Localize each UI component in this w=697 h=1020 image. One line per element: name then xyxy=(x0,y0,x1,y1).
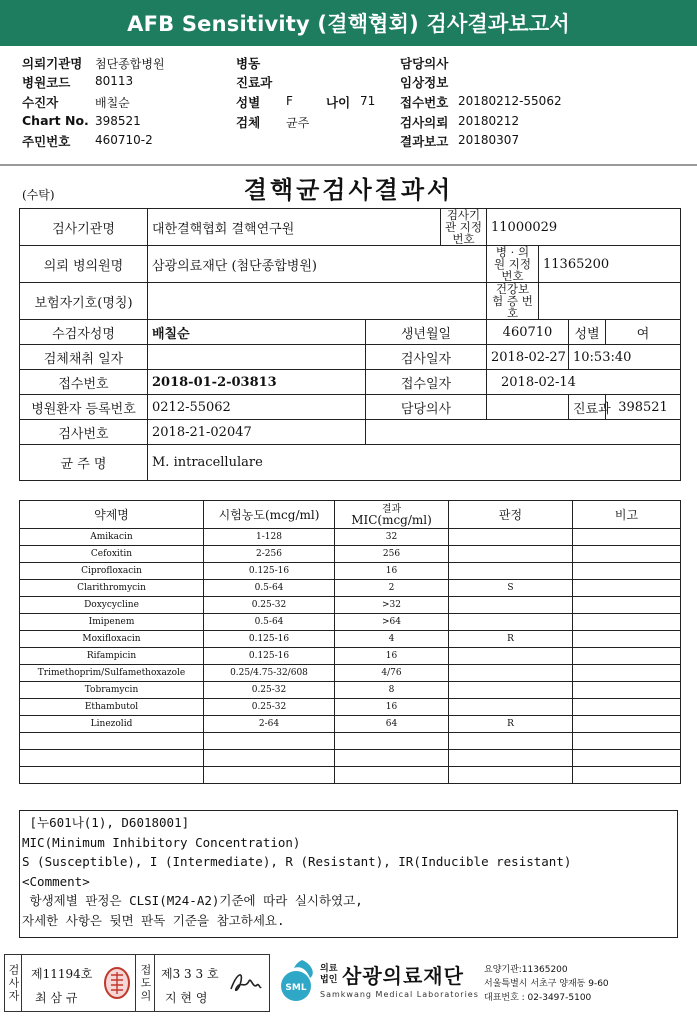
drug-row xyxy=(20,699,681,716)
drug-row xyxy=(20,546,681,563)
note-cell xyxy=(573,546,681,563)
mic-cell: 16 xyxy=(335,563,449,580)
note-cell xyxy=(573,665,681,682)
comment-line: [누601나(1), D6018001] xyxy=(22,815,190,830)
col-mic-unit: MIC(mcg/ml) xyxy=(351,512,432,527)
sml-logo-icon xyxy=(272,956,318,1008)
mic-cell xyxy=(335,733,449,750)
note-cell xyxy=(573,597,681,614)
drug-name-cell: Rifampicin xyxy=(20,648,204,665)
header-value: 460710-2 xyxy=(95,133,153,147)
collect-label: 검체채취 일자 xyxy=(20,345,148,370)
lab-no-label: 검사기관 지정번호 xyxy=(441,209,487,246)
test-range-cell: 0.125-16 xyxy=(204,563,335,580)
header-label: 수진자 xyxy=(22,95,59,110)
judgement-cell: R xyxy=(449,631,573,648)
header-label: 검사의뢰 xyxy=(400,115,449,130)
strain-label: 균 주 명 xyxy=(20,445,148,481)
judgement-cell xyxy=(449,614,573,631)
comment-box xyxy=(19,810,678,938)
hosp-no-value: 11365200 xyxy=(539,246,681,283)
header-label: 병원코드 xyxy=(22,75,71,90)
test-range-cell: 0.125-16 xyxy=(204,631,335,648)
header-label: 의뢰기관명 xyxy=(22,56,83,71)
test-range-cell: 2-256 xyxy=(204,546,335,563)
header-label: Chart No. xyxy=(22,113,89,128)
note-cell xyxy=(573,699,681,716)
mic-cell: >64 xyxy=(335,614,449,631)
drug-sensitivity-table xyxy=(19,500,681,784)
drug-row xyxy=(20,682,681,699)
mic-cell xyxy=(335,767,449,784)
reg-label: 병원환자 등록번호 xyxy=(20,395,148,420)
note-cell xyxy=(573,580,681,597)
drug-name-cell: Cefoxitin xyxy=(20,546,204,563)
comment-line: 자세한 사항은 뒷면 판독 기준을 참고하세요. xyxy=(22,912,285,928)
drug-row xyxy=(20,648,681,665)
org-info-2: 서울특별시 서초구 양재동 9-60 xyxy=(484,979,609,989)
header-value: 398521 xyxy=(95,114,141,128)
org-english: Samkwang Medical Laboratories xyxy=(320,990,479,999)
note-cell xyxy=(573,682,681,699)
test-range-cell: 0.5-64 xyxy=(204,580,335,597)
col-mic xyxy=(335,501,449,529)
accession-label: 접수번호 xyxy=(20,370,148,395)
judgement-cell xyxy=(449,648,573,665)
sex-label: 성별 xyxy=(569,320,606,345)
drug-row xyxy=(20,750,681,767)
judgement-cell: S xyxy=(449,580,573,597)
report-title: AFB Sensitivity (결핵협회) 검사결과보고서 xyxy=(127,12,570,36)
col-mic-result: 결과 xyxy=(381,503,402,515)
accession-value: 2018-01-2-03813 xyxy=(148,370,366,395)
mic-cell: 16 xyxy=(335,648,449,665)
test-range-cell xyxy=(204,733,335,750)
note-cell xyxy=(573,767,681,784)
judgement-cell xyxy=(449,563,573,580)
mic-cell: 4 xyxy=(335,631,449,648)
receive-label: 접수일자 xyxy=(366,370,487,395)
comment-line: 항생제별 판정은 CLSI(M24-A2)기준에 따라 실시하였고, xyxy=(22,893,363,908)
test-date-value: 2018-02-27 xyxy=(487,345,569,370)
drug-row xyxy=(20,665,681,682)
judgement-cell xyxy=(449,665,573,682)
judgement-cell xyxy=(449,682,573,699)
report-title-bar xyxy=(0,0,697,46)
drug-row xyxy=(20,614,681,631)
drug-row xyxy=(20,529,681,546)
drug-row xyxy=(20,563,681,580)
test-range-cell: 0.25/4.75-32/608 xyxy=(204,665,335,682)
note-cell xyxy=(573,750,681,767)
birth-value: 460710 xyxy=(487,320,569,345)
header-value: 균주 xyxy=(286,116,310,130)
test-range-cell: 2-64 xyxy=(204,716,335,733)
drug-table-header xyxy=(20,501,681,529)
col-judgement: 판정 xyxy=(449,501,573,529)
drug-name-cell: Tobramycin xyxy=(20,682,204,699)
header-label: 접수번호 xyxy=(400,95,449,110)
drug-row xyxy=(20,631,681,648)
drug-name-cell: Trimethoprim/Sulfamethoxazole xyxy=(20,665,204,682)
copy-label: (수탁) xyxy=(22,188,55,202)
col-note: 비고 xyxy=(573,501,681,529)
test-range-cell xyxy=(204,750,335,767)
sex-value: 여 xyxy=(606,320,681,345)
note-cell xyxy=(573,733,681,750)
org-name: 삼광의료재단 xyxy=(342,964,464,988)
receive-value: 2018-02-14 xyxy=(487,370,681,395)
header-value: 20180212 xyxy=(458,114,520,128)
judgement-cell xyxy=(449,733,573,750)
lab-logo-area xyxy=(272,952,692,1014)
header-label: 성별 xyxy=(236,95,261,110)
report-footer xyxy=(0,946,697,1020)
test-range-cell: 1-128 xyxy=(204,529,335,546)
birth-label: 생년월일 xyxy=(366,320,487,345)
drug-row xyxy=(20,716,681,733)
header-label: 진료과 xyxy=(236,75,273,90)
age-value: 71 xyxy=(360,94,376,108)
note-cell xyxy=(573,529,681,546)
header-value: 첨단종합병원 xyxy=(95,57,165,71)
drug-name-cell: Imipenem xyxy=(20,614,204,631)
test-no-value: 2018-21-02047 xyxy=(148,420,366,445)
test-range-cell xyxy=(204,767,335,784)
judgement-cell xyxy=(449,546,573,563)
comment-line: <Comment> xyxy=(22,873,90,889)
drug-name-cell xyxy=(20,767,204,784)
note-cell xyxy=(573,716,681,733)
col-drug-name: 약제명 xyxy=(20,501,204,529)
checker-seal xyxy=(103,966,131,1000)
header-label: 병동 xyxy=(236,56,261,71)
header-label: 주민번호 xyxy=(22,134,71,149)
signature-icon xyxy=(227,967,263,999)
hosp-no-label: 병 · 의원 지정번호 xyxy=(487,246,539,283)
note-cell xyxy=(573,563,681,580)
comment-line: MIC(Minimum Inhibitory Concentration) xyxy=(22,834,301,850)
header-label: 결과보고 xyxy=(400,134,449,149)
header-value: 20180307 xyxy=(458,133,520,147)
insurer-value xyxy=(148,283,487,320)
drug-name-cell: Clarithromycin xyxy=(20,580,204,597)
header-value: 배칠순 xyxy=(95,96,130,110)
header-value: 80113 xyxy=(95,74,134,88)
report-header xyxy=(0,48,697,160)
age-label: 나이 xyxy=(326,95,351,110)
org-prefix: 의료법인 xyxy=(320,964,338,985)
reg-value: 0212-55062 xyxy=(148,395,366,420)
mic-cell: 16 xyxy=(335,699,449,716)
collect-value xyxy=(148,345,366,370)
mic-cell: 32 xyxy=(335,529,449,546)
lab-no-value: 11000029 xyxy=(487,209,681,246)
org-info-3: 대표번호 : 02-3497-5100 xyxy=(484,993,592,1003)
dept-label: 진료과 xyxy=(569,395,606,420)
checker-name: 최 삼 규 xyxy=(35,991,78,1005)
header-label: 담당의사 xyxy=(400,56,449,71)
test-range-cell: 0.25-32 xyxy=(204,597,335,614)
doctor-value xyxy=(487,395,569,420)
patient-info-table xyxy=(19,208,681,481)
test-range-cell: 0.25-32 xyxy=(204,699,335,716)
comment-line: S (Susceptible), I (Intermediate), R (Resistant), IR(Inducible resistant) xyxy=(22,854,572,869)
test-range-cell: 0.125-16 xyxy=(204,648,335,665)
confirm-name: 지 현 영 xyxy=(165,991,208,1005)
drug-row xyxy=(20,597,681,614)
confirm-label: 접도의 xyxy=(135,955,155,1011)
sml-logo-text: SML xyxy=(285,983,307,993)
drug-name-cell xyxy=(20,733,204,750)
strain-value: M. intracellulare xyxy=(148,445,681,481)
patient-label: 수검자성명 xyxy=(20,320,148,345)
patient-value: 배칠순 xyxy=(148,320,366,345)
mic-cell: >32 xyxy=(335,597,449,614)
drug-name-cell: Amikacin xyxy=(20,529,204,546)
drug-name-cell: Linezolid xyxy=(20,716,204,733)
document-title: 결핵균검사결과서 xyxy=(243,175,454,204)
header-value: 20180212-55062 xyxy=(458,94,562,108)
judgement-cell: R xyxy=(449,716,573,733)
note-cell xyxy=(573,631,681,648)
health-no-value xyxy=(539,283,681,320)
mic-cell: 8 xyxy=(335,682,449,699)
judgement-cell xyxy=(449,699,573,716)
org-info-1: 요양기관:11365200 xyxy=(484,965,568,975)
col-test-range: 시험농도(mcg/ml) xyxy=(204,501,335,529)
mic-cell: 4/76 xyxy=(335,665,449,682)
judgement-cell xyxy=(449,767,573,784)
test-time-value: 10:53:40 xyxy=(569,345,681,370)
header-value: F xyxy=(286,94,293,108)
mic-cell: 2 xyxy=(335,580,449,597)
note-cell xyxy=(573,648,681,665)
doctor-label: 담당의사 xyxy=(366,395,487,420)
insurer-label: 보험자기호(명칭) xyxy=(20,283,148,320)
header-label: 검체 xyxy=(236,115,261,130)
note-cell xyxy=(573,614,681,631)
mic-cell xyxy=(335,750,449,767)
drug-name-cell: Ciprofloxacin xyxy=(20,563,204,580)
header-divider xyxy=(0,164,697,166)
checker-license: 제11194호 xyxy=(31,967,93,981)
lab-name-label: 검사기관명 xyxy=(20,209,148,246)
drug-row xyxy=(20,580,681,597)
drug-name-cell: Ethambutol xyxy=(20,699,204,716)
judgement-cell xyxy=(449,529,573,546)
health-no-label: 건강보험 증 번 호 xyxy=(487,283,539,320)
drug-name-cell xyxy=(20,750,204,767)
mic-cell: 64 xyxy=(335,716,449,733)
judgement-cell xyxy=(449,750,573,767)
drug-row xyxy=(20,767,681,784)
test-range-cell: 0.5-64 xyxy=(204,614,335,631)
drug-name-cell: Moxifloxacin xyxy=(20,631,204,648)
signature-box xyxy=(4,954,270,1012)
judgement-cell xyxy=(449,597,573,614)
dept-value: 398521 xyxy=(606,395,681,420)
test-range-cell: 0.25-32 xyxy=(204,682,335,699)
req-hosp-label: 의뢰 병의원명 xyxy=(20,246,148,283)
drug-row xyxy=(20,733,681,750)
test-date-label: 검사일자 xyxy=(366,345,487,370)
lab-name-value: 대한결핵협회 결핵연구원 xyxy=(148,209,441,246)
confirm-license: 제3 3 3 호 xyxy=(161,967,219,981)
req-hosp-value: 삼광의료재단 (첨단종합병원) xyxy=(148,246,487,283)
test-no-label: 검사번호 xyxy=(20,420,148,445)
mic-cell: 256 xyxy=(335,546,449,563)
test-no-blank xyxy=(366,420,681,445)
checker-label: 검사자 xyxy=(5,955,22,1011)
drug-name-cell: Doxycycline xyxy=(20,597,204,614)
header-label: 임상정보 xyxy=(400,75,449,90)
